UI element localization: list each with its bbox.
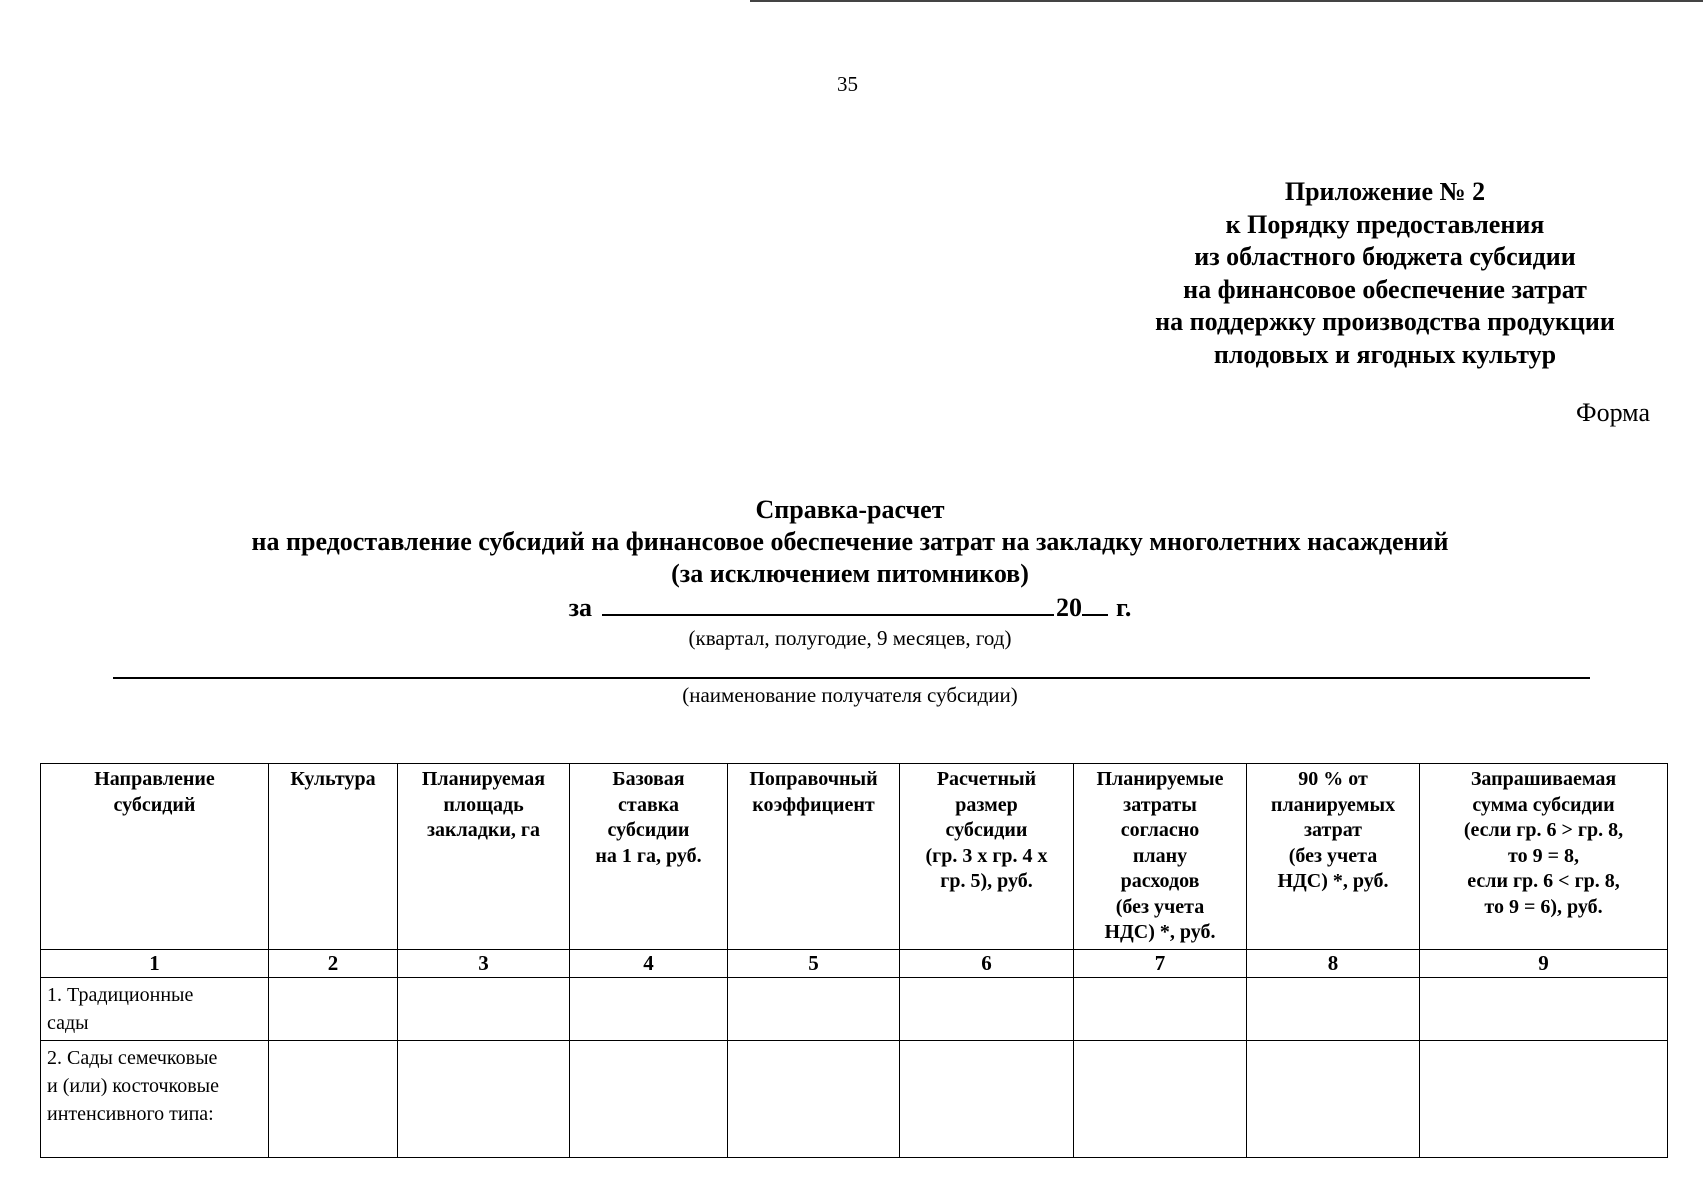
table-cell[interactable] — [728, 978, 900, 1041]
header-planned-costs: Планируемые затраты согласно плану расходов (без учета НДС) *, руб. — [1074, 764, 1247, 950]
header-subsidy-direction: Направление субсидий — [41, 764, 269, 950]
table-cell[interactable] — [269, 1041, 398, 1158]
table-cell[interactable] — [1247, 1041, 1420, 1158]
form-label: Форма — [1576, 398, 1650, 427]
table-header-row — [41, 764, 1668, 950]
header-base-rate: Базовая ставка субсидии на 1 га, руб. — [570, 764, 728, 950]
table-row — [41, 1041, 1668, 1158]
row-label-intensive-gardens: 2. Сады семечковые и (или) косточковые интенсивного типа: — [41, 1041, 269, 1158]
period-prefix: за — [568, 593, 593, 622]
period-hint: (квартал, полугодие, 9 месяцев, год) — [688, 626, 1012, 650]
table-cell[interactable] — [570, 1041, 728, 1158]
title-subtitle: на предоставление субсидий на финансовое обеспечение затрат на закладку многолетних насаждений — [251, 527, 1449, 556]
year-blank-field[interactable] — [1082, 590, 1108, 616]
header-correction-factor: Поправочный коэффициент — [728, 764, 900, 950]
year-suffix: г. — [1116, 593, 1132, 622]
document-title — [40, 494, 1660, 590]
title-heading: Справка-расчет — [755, 495, 945, 524]
table-cell[interactable] — [1420, 978, 1668, 1041]
scan-edge-line — [750, 0, 1703, 2]
table-cell[interactable] — [570, 978, 728, 1041]
column-number: 7 — [1074, 950, 1247, 978]
recipient-hint: (наименование получателя субсидии) — [682, 683, 1018, 707]
table-cell[interactable] — [1247, 978, 1420, 1041]
column-number: 1 — [41, 950, 269, 978]
annex-line: Приложение № 2 — [1284, 177, 1486, 206]
header-calculated-size: Расчетный размер субсидии (гр. 3 х гр. 4 х гр. 5), руб. — [900, 764, 1074, 950]
table-cell[interactable] — [1074, 978, 1247, 1041]
table-cell[interactable] — [398, 978, 570, 1041]
annex-line: из областного бюджета субсидии — [1194, 242, 1576, 271]
period-blank-field[interactable] — [602, 590, 1054, 616]
column-number: 8 — [1247, 950, 1420, 978]
header-culture: Культура — [269, 764, 398, 950]
annex-line: на финансовое обеспечение затрат — [1183, 274, 1587, 304]
annex-line: к Порядку предоставления — [1225, 209, 1545, 239]
column-number: 3 — [398, 950, 570, 978]
header-requested-amount: Запрашиваемая сумма субсидии (если гр. 6 > гр. 8, то 9 = 8, если гр. 6 < гр. 8, то 9 = 6), руб. — [1420, 764, 1668, 950]
table-cell[interactable] — [398, 1041, 570, 1158]
title-exclusion: (за исключением питомников) — [671, 559, 1029, 588]
subsidy-calculation-table — [40, 763, 1668, 1158]
recipient-blank-field[interactable] — [113, 677, 1590, 679]
column-number: 4 — [570, 950, 728, 978]
table-cell[interactable] — [900, 978, 1074, 1041]
header-ninety-percent: 90 % от планируемых затрат (без учета НДС) *, руб. — [1247, 764, 1420, 950]
column-number-row — [41, 950, 1668, 978]
table-row — [41, 978, 1668, 1041]
table-cell[interactable] — [1420, 1041, 1668, 1158]
annex-line: на поддержку производства продукции — [1155, 307, 1615, 336]
year-prefix: 20 — [1056, 593, 1083, 622]
period-line — [40, 590, 1660, 623]
row-label-traditional-gardens: 1. Традиционные сады — [41, 978, 269, 1041]
page-number: 35 — [837, 72, 858, 96]
table-cell[interactable] — [1074, 1041, 1247, 1158]
table-cell[interactable] — [728, 1041, 900, 1158]
column-number: 6 — [900, 950, 1074, 978]
column-number: 2 — [269, 950, 398, 978]
annex-line: плодовых и ягодных культур — [1213, 339, 1557, 369]
column-number: 5 — [728, 950, 900, 978]
table-cell[interactable] — [900, 1041, 1074, 1158]
header-planned-area: Планируемая площадь закладки, га — [398, 764, 570, 950]
table-cell[interactable] — [269, 978, 398, 1041]
column-number: 9 — [1420, 950, 1668, 978]
annex-block — [1090, 176, 1680, 371]
